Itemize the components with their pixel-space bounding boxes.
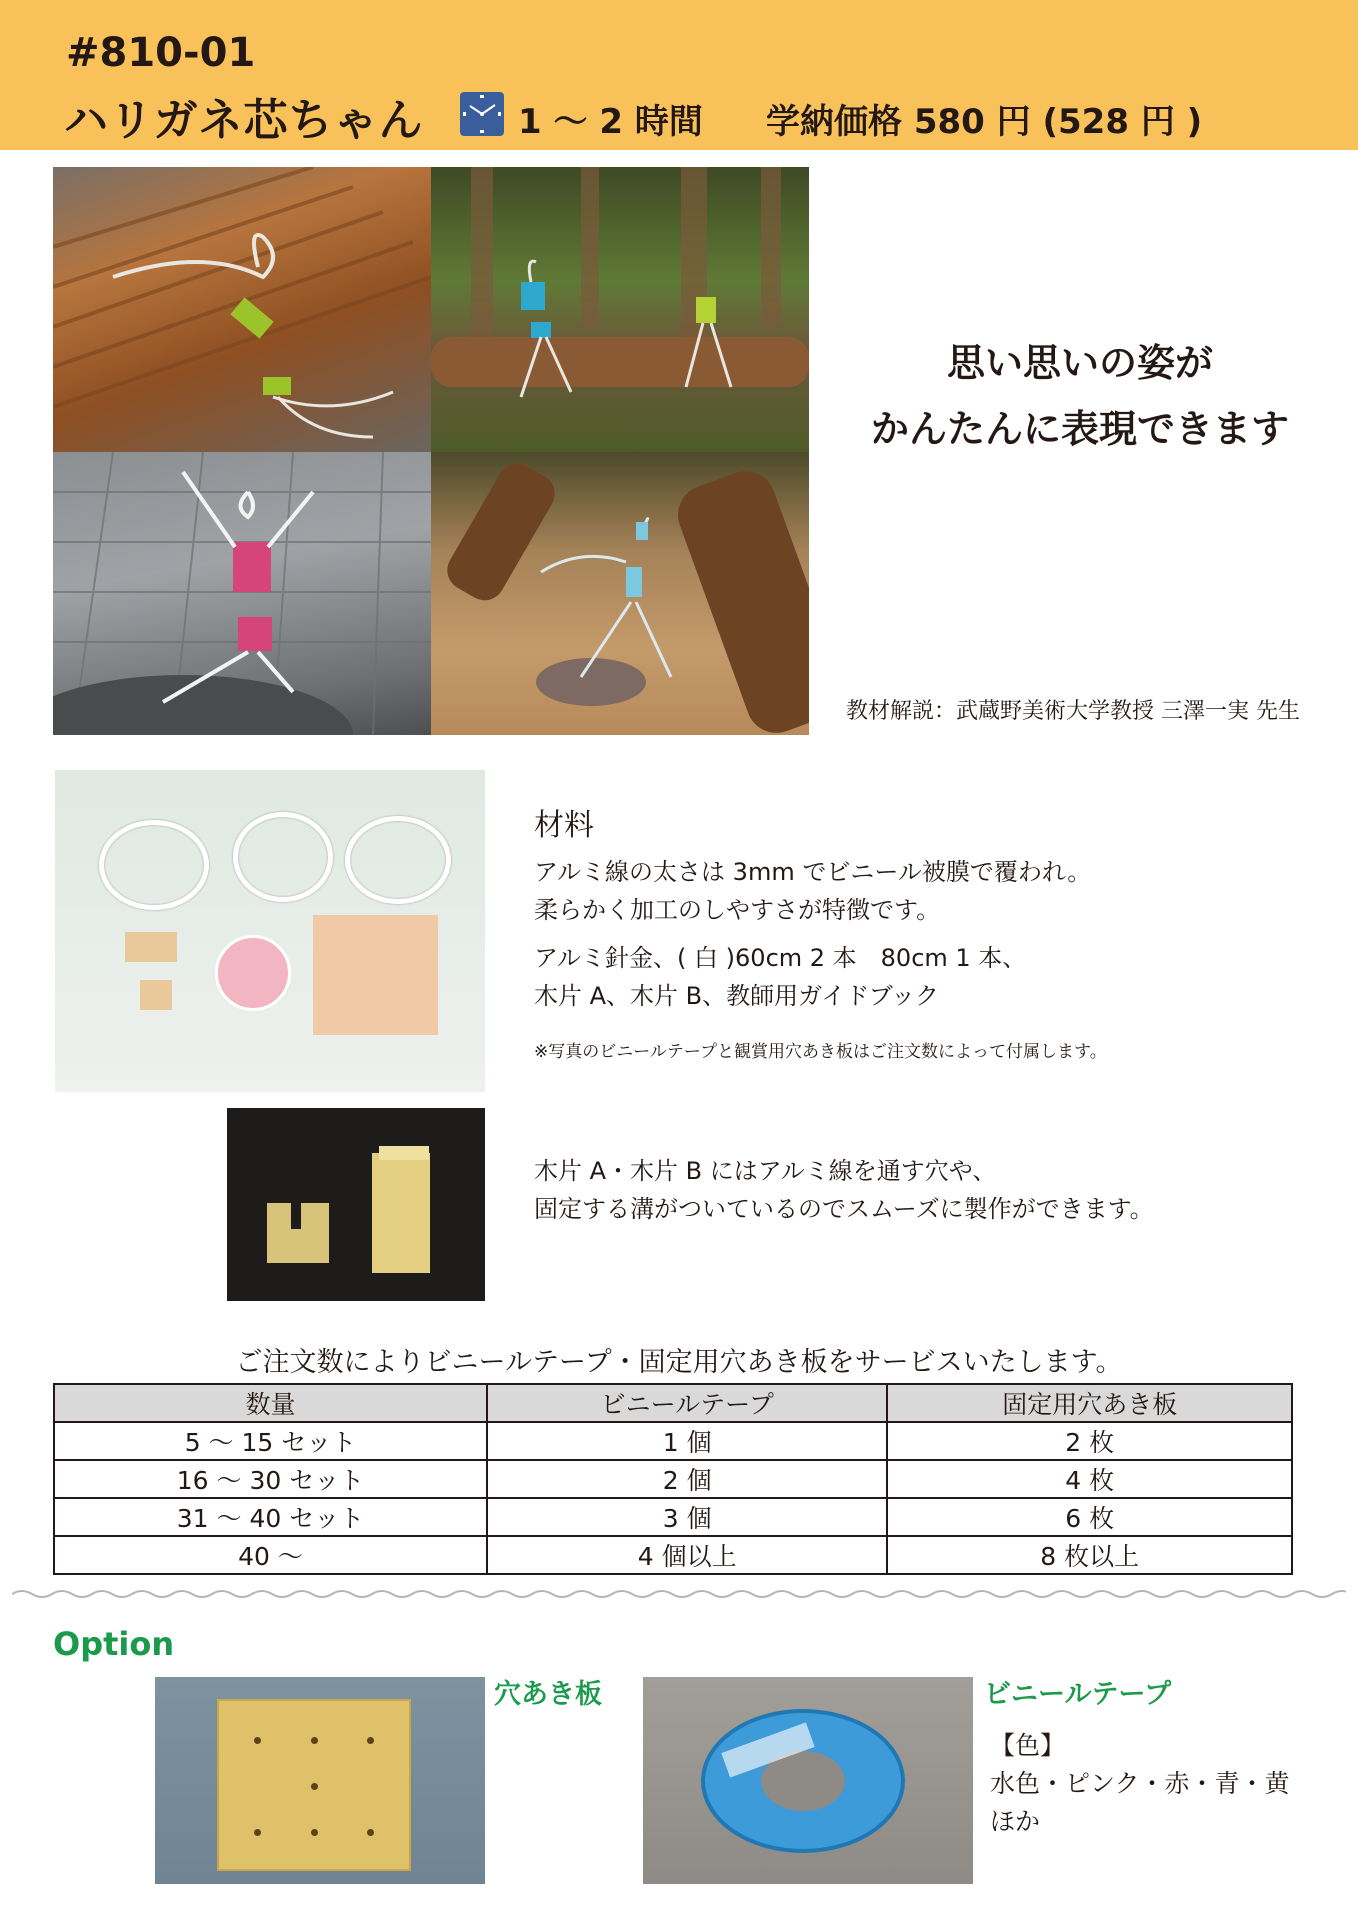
perforated-board-photo xyxy=(155,1677,485,1884)
display-board xyxy=(313,915,438,1035)
tape-color-label: 【色】 xyxy=(990,1731,1066,1760)
service-caption: ご注文数によりビニールテープ・固定用穴あき板をサービスいたします。 xyxy=(235,1347,1123,1378)
clock-icon xyxy=(460,92,504,136)
catch-line-2: かんたんに表現できます xyxy=(870,407,1289,451)
tape-colors-etc: ほか xyxy=(990,1807,1041,1836)
cell-board: 4 枚 xyxy=(887,1460,1292,1498)
photo-bench-figure xyxy=(53,167,431,452)
option-heading: Option xyxy=(53,1625,175,1663)
cell-tape: 1 個 xyxy=(487,1422,888,1460)
cell-board: 8 枚以上 xyxy=(887,1536,1292,1574)
table-header-row xyxy=(54,1384,1292,1422)
wood-blocks-photo xyxy=(227,1108,485,1301)
photo-forest-figures xyxy=(431,167,809,452)
wood-block-b xyxy=(140,980,172,1010)
col-header-board: 固定用穴あき板 xyxy=(887,1384,1292,1422)
wire-coil xyxy=(233,812,333,902)
photo-woodchip-figure xyxy=(431,452,809,735)
cell-quantity: 16 ～ 30 セット xyxy=(54,1460,487,1498)
cell-tape: 2 個 xyxy=(487,1460,888,1498)
materials-contents-1: アルミ針金、( 白 )60cm 2 本 80cm 1 本、 xyxy=(534,944,1027,972)
col-header-tape: ビニールテープ xyxy=(487,1384,888,1422)
cell-board: 6 枚 xyxy=(887,1498,1292,1536)
wire-coil xyxy=(99,820,209,910)
materials-photo xyxy=(55,770,485,1092)
cell-tape: 3 個 xyxy=(487,1498,888,1536)
materials-desc-2: 柔らかく加工のしやすさが特徴です。 xyxy=(534,896,941,924)
tape-colors: 水色・ピンク・赤・青・黄 xyxy=(990,1769,1290,1798)
cell-board: 2 枚 xyxy=(887,1422,1292,1460)
price: 学納価格 580 円 (528 円 ) xyxy=(766,102,1203,142)
catch-copy xyxy=(810,330,1350,462)
product-code: #810-01 xyxy=(66,30,256,76)
photo-pavement-figure xyxy=(53,452,431,735)
service-table xyxy=(53,1383,1293,1575)
wave-divider xyxy=(12,1585,1346,1604)
table-row xyxy=(54,1422,1292,1460)
wood-desc-2: 固定する溝がついているのでスムーズに製作ができます。 xyxy=(534,1195,1154,1223)
catch-line-1: 思い思いの姿が xyxy=(946,341,1213,385)
cell-quantity: 31 ～ 40 セット xyxy=(54,1498,487,1536)
materials-contents-2: 木片 A、木片 B、教師用ガイドブック xyxy=(534,982,940,1010)
wire-coil xyxy=(345,816,451,904)
cell-quantity: 40 ～ xyxy=(54,1536,487,1574)
vinyl-tape-photo xyxy=(643,1677,973,1884)
wood-block-a xyxy=(125,932,177,962)
wood-desc-1: 木片 A・木片 B にはアルミ線を通す穴や、 xyxy=(534,1157,997,1185)
table-row xyxy=(54,1498,1292,1536)
cell-tape: 4 個以上 xyxy=(487,1536,888,1574)
materials-heading: 材料 xyxy=(534,808,594,843)
vinyl-tape xyxy=(215,935,291,1011)
table-row xyxy=(54,1536,1292,1574)
option-item-tape: ビニールテープ xyxy=(984,1679,1172,1710)
perforated-board xyxy=(217,1699,411,1871)
work-time: 1 ～ 2 時間 xyxy=(518,102,703,142)
credit-text: 教材解説：武蔵野美術大学教授 三澤一実 先生 xyxy=(846,699,1300,724)
cell-quantity: 5 ～ 15 セット xyxy=(54,1422,487,1460)
product-title: ハリガネ芯ちゃん xyxy=(64,95,424,146)
option-item-board: 穴あき板 xyxy=(494,1679,602,1710)
materials-desc-1: アルミ線の太さは 3mm でビニール被膜で覆われ。 xyxy=(534,858,1092,886)
table-row xyxy=(54,1460,1292,1498)
materials-note: ※写真のビニールテープと観賞用穴あき板はご注文数によって付属します。 xyxy=(534,1042,1107,1062)
col-header-quantity: 数量 xyxy=(54,1384,487,1422)
